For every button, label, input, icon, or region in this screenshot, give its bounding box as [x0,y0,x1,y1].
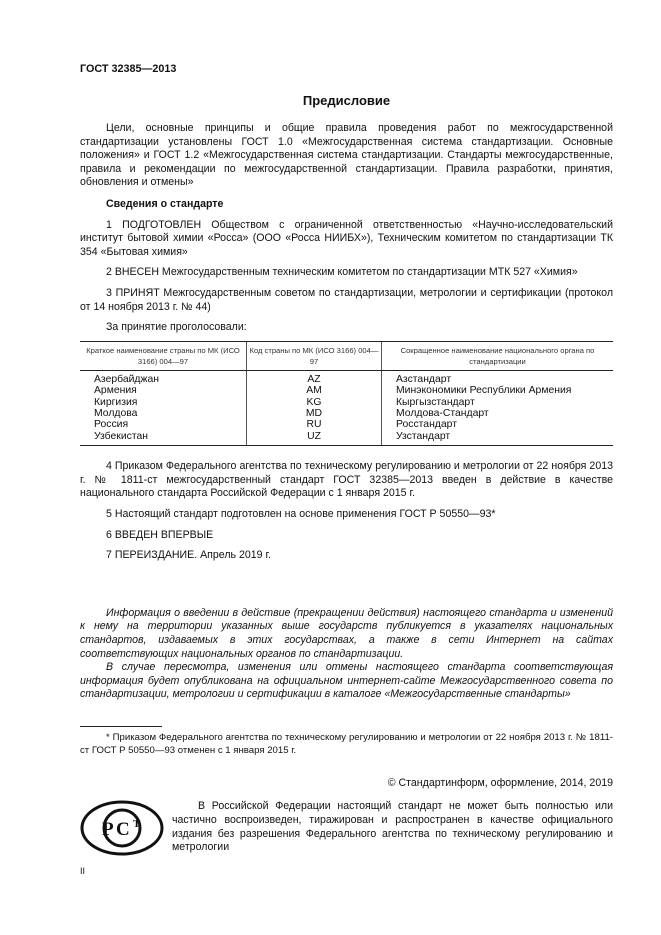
countries-table [80,341,613,446]
country-code: RU [247,419,382,430]
document-page [80,0,613,877]
table-row [80,397,613,408]
copyright: © Стандартинформ, оформление, 2014, 2019 [387,776,613,789]
table-row [80,370,613,385]
table-row [80,431,613,446]
rst-logo [80,800,172,861]
country-name: Азербайджан [94,373,159,385]
item-1: 1 ПОДГОТОВЛЕН Обществом с ограниченной ответственностью «Научно-исследовательский институт бытовой химии «Росса» (ООО «Росса НИИБХ»), Техническим комитетом по стандартизации ТК 354 «Бытовая химия» [80,218,613,258]
info-paragraph-1: Информация о введении в действие (прекращении действия) настоящего стандарта и изменений к нему на территории указанных выше государств публикуется в указателях национальных стандартов, издаваемых в этих государствах, а также в сети Интернет на сайтах соответствующих национальных органов по стандартизации. [80,606,613,660]
publication-info [80,607,613,702]
item-7: 7 ПЕРЕИЗДАНИЕ. Апрель 2019 г. [106,549,272,562]
standards-body: Узстандарт [382,431,614,446]
country-name: Россия [94,419,129,431]
country-name: Армения [94,385,137,397]
document-id-header: ГОСТ 32385—2013 [80,63,177,75]
page-number: II [80,866,86,877]
country-code: MD [247,408,382,419]
svg-text:Р: Р [102,819,114,841]
page-title: Предисловие [302,93,391,108]
standards-body: Кыргызстандарт [382,397,614,408]
country-name: Киргизия [94,396,138,408]
item-5: 5 Настоящий стандарт подготовлен на основе применения ГОСТ Р 50550—93* [106,507,496,520]
item-3: 3 ПРИНЯТ Межгосударственным советом по стандартизации, метрологии и сертификации (протокол от 14 ноября 2013 г. № 44) [80,286,613,313]
table-header-row [80,341,613,370]
column-header: Код страны по МК (ИСО 3166) 004—97 [247,341,382,370]
notice-text: В Российской Федерации настоящий стандарт не может быть полностью или частично воспроизведен, тиражирован и распространен в качестве официального издания без разрешения Федерального агентства по техническому регулированию и метрологии [172,800,613,854]
intro-text: Цели, основные принципы и общие правила проведения работ по межгосударственной стандартизации установлены ГОСТ 1.0 «Межгосударственная система стандартизации. Основные положения» и ГОСТ 1.2 «Межгосударственная система стандартизации. Стандарты межгосударственные, правила и рекомендации по межгосударственной стандартизации. Правила разработки, принятия, обновления и отмены» [80,122,613,189]
country-name: Молдова [94,407,138,419]
svg-text:Т: Т [133,818,141,831]
item-6: 6 ВВЕДЕН ВПЕРВЫЕ [106,528,214,541]
country-code: KG [247,397,382,408]
country-code: AZ [247,370,382,385]
table-row [80,419,613,430]
bottom-notice-block [80,800,613,861]
item-2: 2 ВНЕСЕН Межгосударственным техническим комитетом по стандартизации МТК 527 «Химия» [106,266,578,279]
section-heading: Сведения о стандарте [106,197,224,210]
svg-text:С: С [116,819,130,841]
footnote-text: * Приказом Федерального агентства по техническому регулированию и метрологии от 22 ноября 2013 г. № 1811-ст ГОСТ Р 50550—93 отменен с 1 января 2015 г. [80,731,613,756]
footnote-divider [80,726,162,727]
column-header: Сокращенное наименование национального органа по стандартизации [382,341,614,370]
item-4: 4 Приказом Федерального агентства по техническому регулированию и метрологии от 22 ноября 2013 г. № 1811-ст межгосударственный стандарт ГОСТ 32385—2013 введен в действие в качестве национального стандарта Российской Федерации с 1 января 2015 г. [80,460,613,500]
country-code: UZ [247,431,382,446]
copyright-notice [172,800,613,861]
standard-info-section [80,198,613,335]
items-continued [80,460,613,563]
country-name: Узбекистан [80,431,247,446]
standards-body: Минэкономики Республики Армения [382,385,614,396]
voted-label: За принятие проголосовали: [106,321,247,334]
standards-body: Росстандарт [382,419,614,430]
table-row [80,385,613,396]
standards-body: Молдова-Стандарт [382,408,614,419]
country-code: AM [247,385,382,396]
table-row [80,408,613,419]
info-paragraph-2: В случае пересмотра, изменения или отмены настоящего стандарта соответствующая информация будет опубликована на официальном интернет-сайте Межгосударственного совета по стандартизации, метрологии и сертификации в каталоге «Межгосударственные стандарты» [80,661,613,701]
standards-body: Азстандарт [382,370,614,385]
column-header: Краткое наименование страны по МК (ИСО 3166) 004—97 [80,341,247,370]
